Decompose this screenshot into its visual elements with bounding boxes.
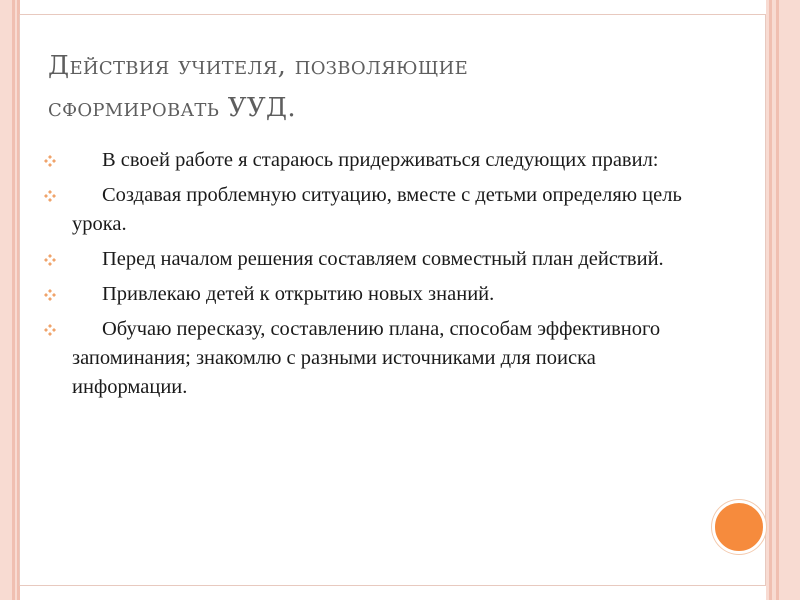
diamond-cluster-icon [44,324,56,336]
diamond-cluster-icon [44,289,56,301]
diamond-cluster-icon [44,254,56,266]
list-item [44,315,704,402]
bullet-text: В своей работе я стараюсь придерживаться следующих правил: [102,149,659,171]
bullet-text: Создавая проблемную ситуацию, вместе с детьми определяю цель урока. [72,184,682,235]
bullet-text: Перед началом решения составляем совместный план действий. [102,248,664,270]
bullet-text: Привлекаю детей к открытию новых знаний. [102,283,495,305]
right-stripe [776,0,779,600]
list-item [44,146,704,175]
left-stripe [12,0,15,600]
decorative-orange-circle [712,500,766,554]
right-stripe [769,0,772,600]
left-decorative-panel [0,0,20,600]
slide-title-line-1: Действия учителя, позволяющие [48,51,469,81]
list-item [44,245,704,274]
slide-title-line-2: сформировать УУД. [48,93,296,123]
bullet-list [44,146,704,408]
slide-title [48,45,688,129]
list-item [44,181,704,239]
list-item [44,280,704,309]
diamond-cluster-icon [44,190,56,202]
diamond-cluster-icon [44,155,56,167]
bullet-text: Обучаю пересказу, составлению плана, способам эффективного запоминания; знакомлю с разными источниками для поиска информации. [72,318,661,398]
right-decorative-panel [766,0,800,600]
